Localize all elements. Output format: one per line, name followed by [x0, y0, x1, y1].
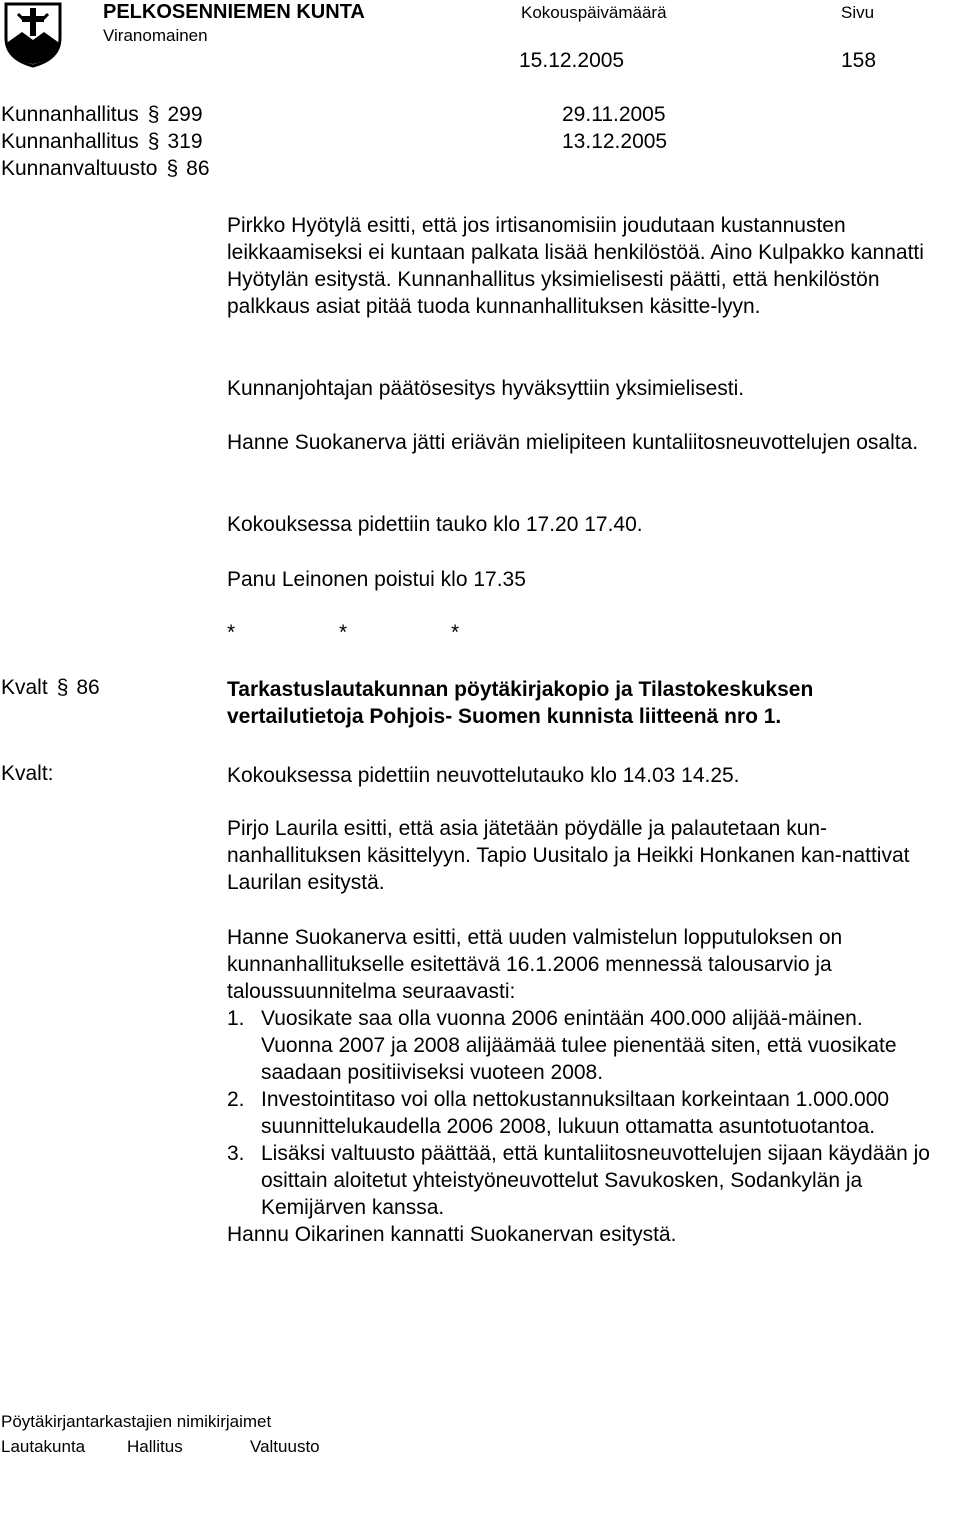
- section-sign-icon: §: [147, 103, 160, 126]
- section-sign-icon: §: [56, 676, 69, 699]
- list-item-text: Vuosikate saa olla vuonna 2006 enintään 400.000 alijää-mäinen. Vuonna 2007 ja 2008 alijäämää tulee pienentää siten, että vuosikate saadaan positiiviseksi vuoteen 2008.: [261, 1007, 897, 1084]
- paragraph: Hanne Suokanerva jätti eriävän mielipiteen kuntaliitosneuvottelujen osalta.: [227, 431, 919, 454]
- reference-line: [1, 157, 210, 181]
- separator-star: *: [227, 621, 236, 644]
- footer-col-hallitus: Hallitus: [127, 1437, 183, 1456]
- list-item: [227, 1005, 939, 1086]
- separator-stars: [227, 621, 563, 645]
- list-number: 2.: [227, 1088, 245, 1111]
- reference-date: 29.11.2005: [562, 103, 666, 126]
- reference-number: 319: [167, 130, 203, 153]
- reference-body: Kunnanhallitus: [1, 103, 139, 126]
- paragraph: Panu Leinonen poistui klo 17.35: [227, 568, 526, 591]
- list-number: 1.: [227, 1007, 245, 1030]
- paragraph: Pirjo Laurila esitti, että asia jätetään pöydälle ja palautetaan kun-nanhallituksen käsittelyyn. Tapio Uusitalo ja Heikki Honkanen kan-nattivat Laurilan esitystä.: [227, 817, 910, 894]
- kvalt-reference: [1, 676, 100, 700]
- reference-number: 86: [76, 676, 100, 699]
- reference-number: 299: [167, 103, 203, 126]
- paragraph: Kokouksessa pidettiin tauko klo 17.20 17.40.: [227, 513, 643, 536]
- organization-name: PELKOSENNIEMEN KUNTA: [103, 1, 365, 23]
- list-item-text: Investointitaso voi olla nettokustannuksiltaan korkeintaan 1.000.000 suunnittelukaudella 2006 2008, lukuun ottamatta asuntotuotantoa.: [261, 1088, 890, 1138]
- paragraph: Hanne Suokanerva esitti, että uuden valmistelun lopputuloksen on kunnanhallitukselle esitettävä 16.1.2006 mennessä talousarvio ja taloussuunnitelma seuraavasti:: [227, 926, 843, 1003]
- list-item: [227, 1140, 939, 1221]
- meeting-date: 15.12.2005: [519, 49, 625, 72]
- page-number: 158: [841, 49, 877, 72]
- reference-line: [1, 103, 203, 127]
- section-sign-icon: §: [166, 157, 179, 180]
- paragraph: Pirkko Hyötylä esitti, että jos irtisanomisiin joudutaan kustannusten leikkaamiseksi ei kuntaan palkata lisää henkilöstöä. Aino Kulpakko kannatti Hyötylän esitystä. Kunnanhallitus yksimielisesti päätti, että henkilöstön palkkaus asiat pitää tuoda kunnanhallituksen käsitte-lyyn.: [227, 214, 924, 318]
- paragraph: Kokouksessa pidettiin neuvottelutauko klo 14.03 14.25.: [227, 764, 740, 787]
- separator-star: *: [339, 621, 348, 644]
- separator-star: *: [451, 621, 460, 644]
- department-name: Viranomainen: [103, 26, 208, 45]
- paragraph: Kunnanjohtajan päätösesitys hyväksyttiin yksimielisesti.: [227, 377, 745, 400]
- footer-signature-label: Pöytäkirjantarkastajien nimikirjaimet: [1, 1412, 272, 1431]
- proposal-block: [227, 924, 939, 1248]
- footer-col-lautakunta: Lautakunta: [1, 1437, 86, 1456]
- section-sign-icon: §: [147, 130, 160, 153]
- coat-of-arms-logo: [4, 2, 62, 68]
- paragraph: Hannu Oikarinen kannatti Suokanervan esitystä.: [227, 1223, 677, 1246]
- reference-body: Kunnanvaltuusto: [1, 157, 158, 180]
- footer-col-valtuusto: Valtuusto: [250, 1437, 320, 1456]
- footer-columns: [1, 1437, 320, 1457]
- list-number: 3.: [227, 1142, 245, 1165]
- page-label: Sivu: [841, 3, 875, 22]
- section-title: Tarkastuslautakunnan pöytäkirjakopio ja Tilastokeskuksen vertailutietoja Pohjois- Suomen kunnista liitteenä nro 1.: [227, 678, 814, 728]
- list-item: [227, 1086, 939, 1140]
- reference-body: Kunnanhallitus: [1, 130, 139, 153]
- kvalt-label: Kvalt:: [1, 762, 54, 785]
- meeting-date-label: Kokouspäivämäärä: [521, 3, 667, 22]
- reference-body: Kvalt: [1, 676, 48, 699]
- reference-number: 86: [186, 157, 210, 180]
- reference-date: 13.12.2005: [562, 130, 668, 153]
- proposal-list: [227, 1005, 939, 1221]
- reference-line: [1, 130, 203, 154]
- list-item-text: Lisäksi valtuusto päättää, että kuntaliitosneuvottelujen sijaan käydään jo osittain aloitetut yhteistyöneuvottelut Savukosken, Sodankylän ja Kemijärven kanssa.: [261, 1142, 930, 1219]
